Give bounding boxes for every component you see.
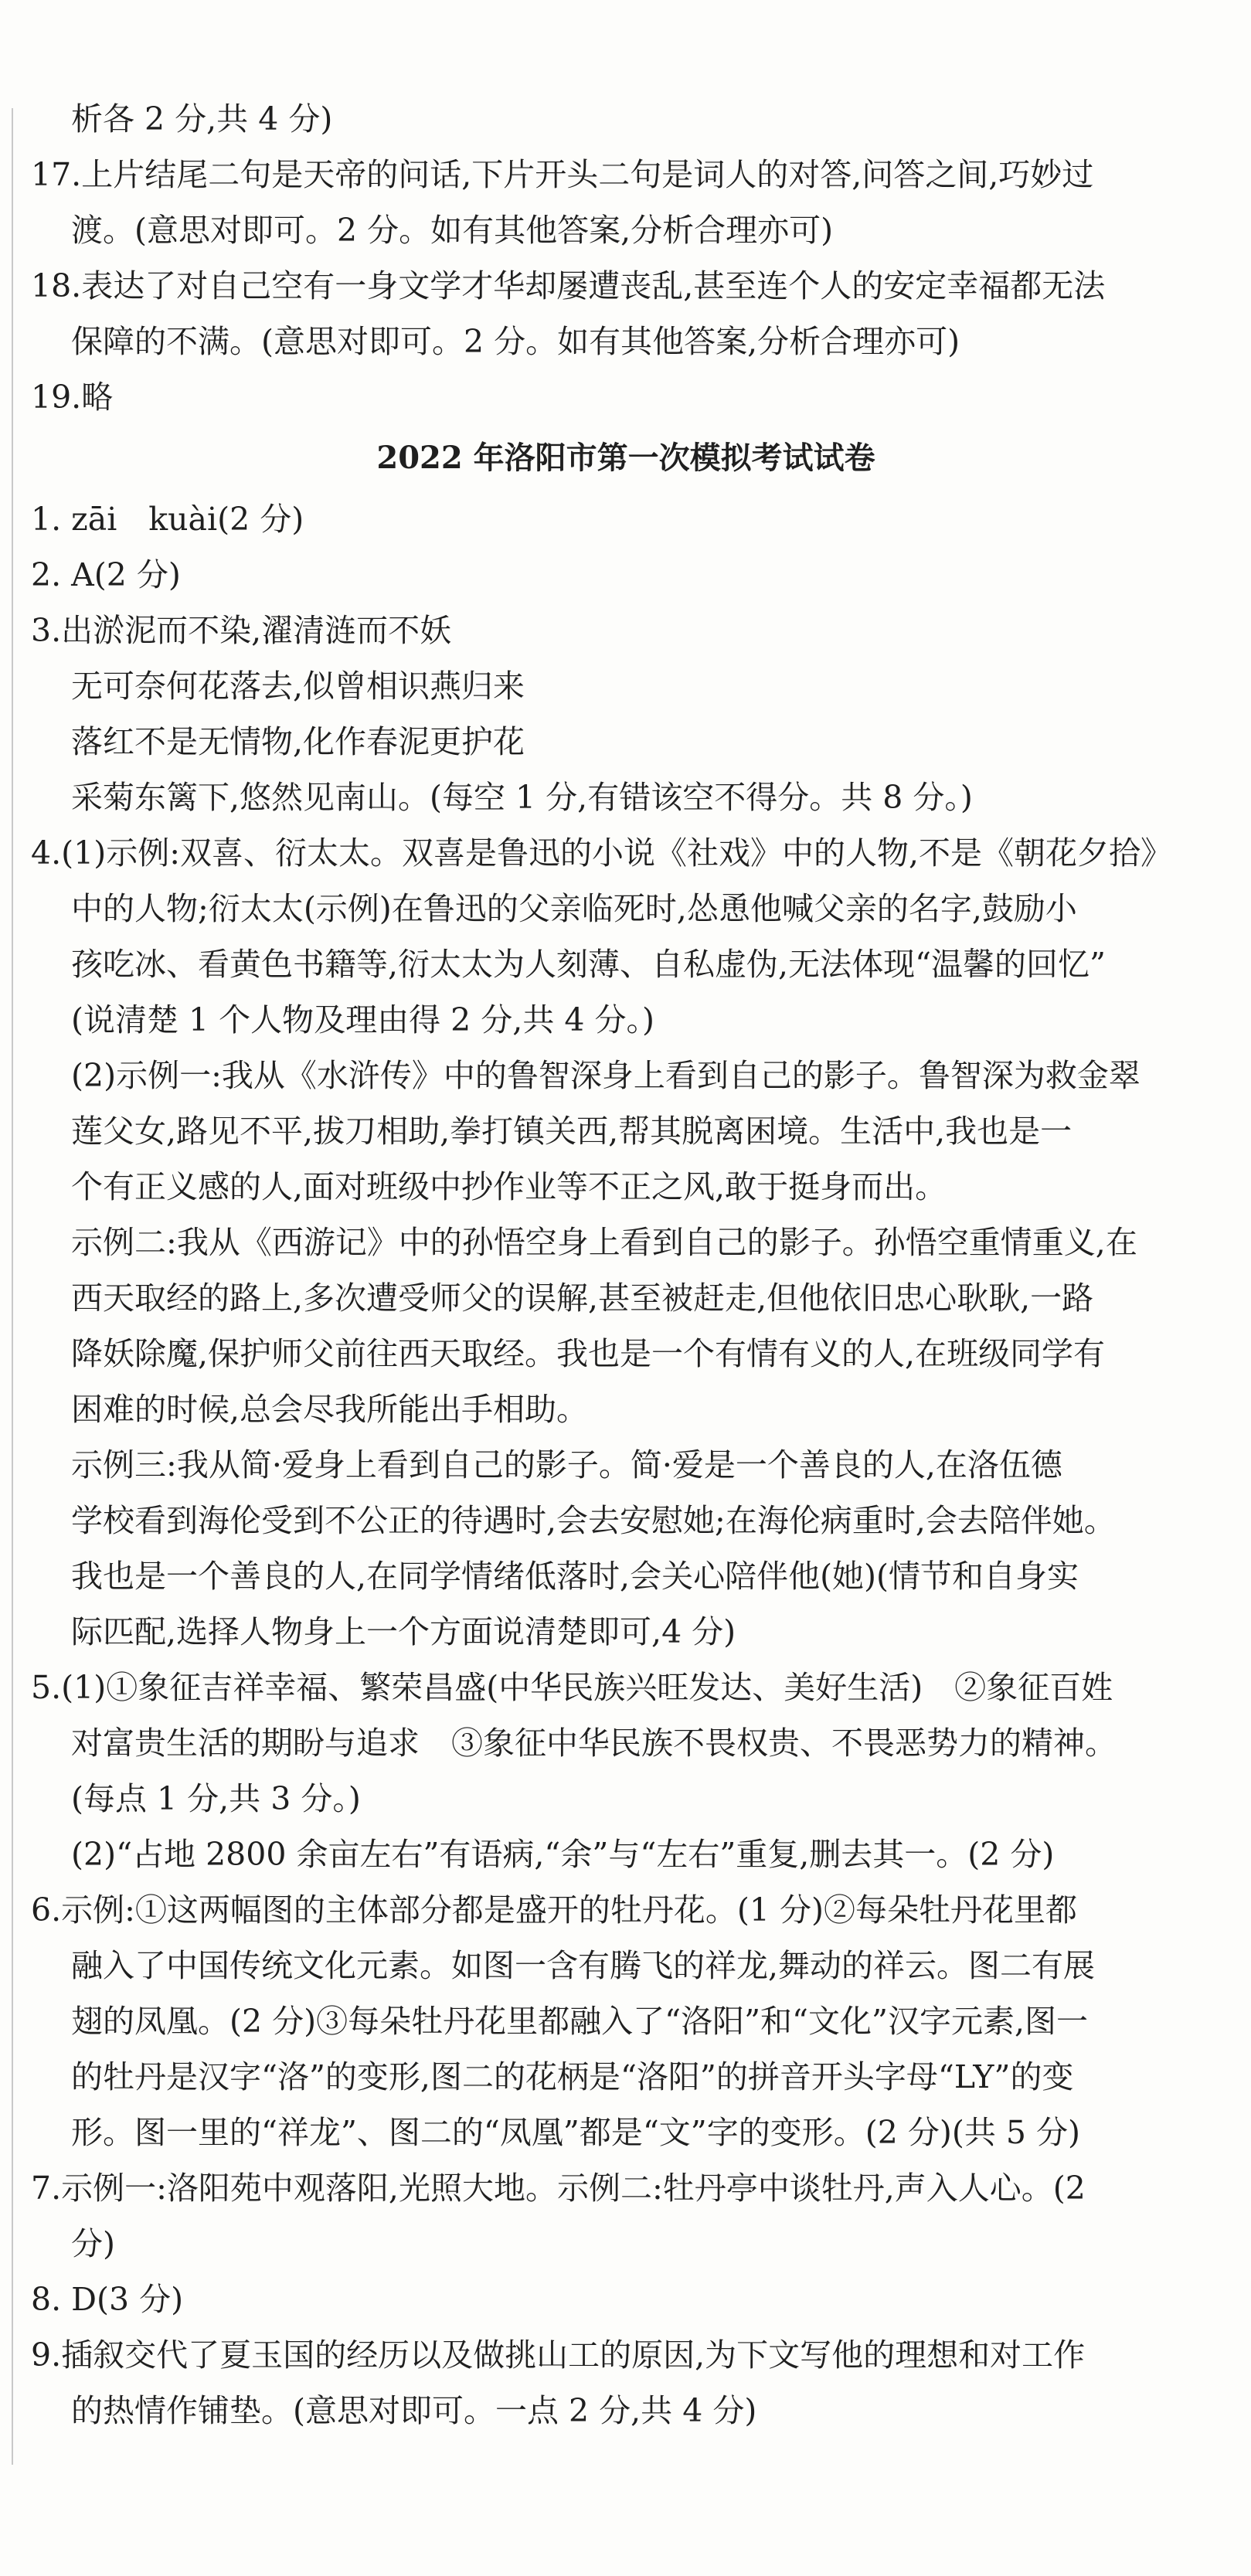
text-line: 4.(1)示例:双喜、衍太太。双喜是鲁迅的小说《社戏》中的人物,不是《朝花夕拾》 <box>31 834 1173 872</box>
text-line: (2)“占地 2800 余亩左右”有语病,“余”与“左右”重复,删去其一。(2 分) <box>71 1836 1055 1873</box>
text-line: 学校看到海伦受到不公正的待遇时,会去安慰她;在海伦病重时,会去陪伴她。 <box>71 1502 1116 1539</box>
text-line: 中的人物;衍太太(示例)在鲁迅的父亲临死时,怂恿他喊父亲的名字,鼓励小 <box>71 890 1077 927</box>
text-line: 示例二:我从《西游记》中的孙悟空身上看到自己的影子。孙悟空重情重义,在 <box>71 1224 1137 1261</box>
text-line: 9.插叙交代了夏玉国的经历以及做挑山工的原因,为下文写他的理想和对工作 <box>31 2336 1086 2374</box>
text-line: 落红不是无情物,化作春泥更护花 <box>71 723 525 760</box>
text-line: 17.上片结尾二句是天帝的问话,下片开头二句是词人的对答,问答之间,巧妙过 <box>31 156 1094 193</box>
text-line: 1. zāi kuài(2 分) <box>31 501 304 538</box>
page-left-rule <box>12 108 13 2465</box>
text-line: 困难的时候,总会尽我所能出手相助。 <box>71 1391 589 1428</box>
text-line: 8. D(3 分) <box>31 2281 184 2318</box>
text-line: 7.示例一:洛阳苑中观落阳,光照大地。示例二:牡丹亭中谈牡丹,声入人心。(2 <box>31 2170 1086 2207</box>
text-line: 5.(1)①象征吉祥幸福、繁荣昌盛(中华民族兴旺发达、美好生活) ②象征百姓 <box>31 1669 1113 1706</box>
text-line: 际匹配,选择人物身上一个方面说清楚即可,4 分) <box>71 1613 736 1650</box>
text-line: 的热情作铺垫。(意思对即可。一点 2 分,共 4 分) <box>71 2392 757 2429</box>
text-line: 形。图一里的“祥龙”、图二的“凤凰”都是“文”字的变形。(2 分)(共 5 分) <box>71 2114 1081 2151</box>
text-line: 对富贵生活的期盼与追求 ③象征中华民族不畏权贵、不畏恶势力的精神。 <box>71 1725 1117 1762</box>
text-line: 无可奈何花落去,似曾相识燕归来 <box>71 668 525 705</box>
answer-text-body <box>31 91 1221 2438</box>
text-line: 莲父女,路见不平,拔刀相助,拳打镇关西,帮其脱离困境。生活中,我也是一 <box>71 1113 1073 1150</box>
text-line: 的牡丹是汉字“洛”的变形,图二的花柄是“洛阳”的拼音开头字母“LY”的变 <box>71 2058 1074 2095</box>
text-line: 18.表达了对自己空有一身文学才华却屡遭丧乱,甚至连个人的安定幸福都无法 <box>31 267 1106 304</box>
text-line: 示例三:我从简·爱身上看到自己的影子。简·爱是一个善良的人,在洛伍德 <box>71 1446 1062 1483</box>
text-line: 3.出淤泥而不染,濯清涟而不妖 <box>31 612 452 649</box>
text-line: 6.示例:①这两幅图的主体部分都是盛开的牡丹花。(1 分)②每朵牡丹花里都 <box>31 1891 1078 1929</box>
text-line: 孩吃冰、看黄色书籍等,衍太太为人刻薄、自私虚伪,无法体现“温馨的回忆” <box>71 946 1106 983</box>
text-line: 析各 2 分,共 4 分) <box>71 100 333 138</box>
text-line: (每点 1 分,共 3 分。) <box>71 1780 361 1817</box>
text-line: 我也是一个善良的人,在同学情绪低落时,会关心陪伴他(她)(情节和自身实 <box>71 1558 1079 1595</box>
text-line: 渡。(意思对即可。2 分。如有其他答案,分析合理亦可) <box>71 212 834 249</box>
text-line: 保障的不满。(意思对即可。2 分。如有其他答案,分析合理亦可) <box>71 323 960 360</box>
text-line: 融入了中国传统文化元素。如图一含有腾飞的祥龙,舞动的祥云。图二有展 <box>71 1947 1096 1984</box>
text-line: 2. A(2 分) <box>31 556 181 593</box>
text-line: 19.略 <box>31 379 114 416</box>
text-line: 采菊东篱下,悠然见南山。(每空 1 分,有错该空不得分。共 8 分。) <box>71 779 973 816</box>
text-line: 降妖除魔,保护师父前往西天取经。我也是一个有情有义的人,在班级同学有 <box>71 1335 1106 1372</box>
text-line: 分) <box>71 2225 115 2262</box>
text-line: 西天取经的路上,多次遭受师父的误解,甚至被赶走,但他依旧忠心耿耿,一路 <box>71 1280 1094 1317</box>
text-line: (2)示例一:我从《水浒传》中的鲁智深身上看到自己的影子。鲁智深为救金翠 <box>71 1057 1141 1094</box>
section-title: 2022 年洛阳市第一次模拟考试试卷 <box>376 440 875 476</box>
text-line: 个有正义感的人,面对班级中抄作业等不正之风,敢于挺身而出。 <box>71 1168 947 1205</box>
text-line: 翅的凤凰。(2 分)③每朵牡丹花里都融入了“洛阳”和“文化”汉字元素,图一 <box>71 2003 1088 2040</box>
text-line: (说清楚 1 个人物及理由得 2 分,共 4 分。) <box>71 1001 654 1038</box>
